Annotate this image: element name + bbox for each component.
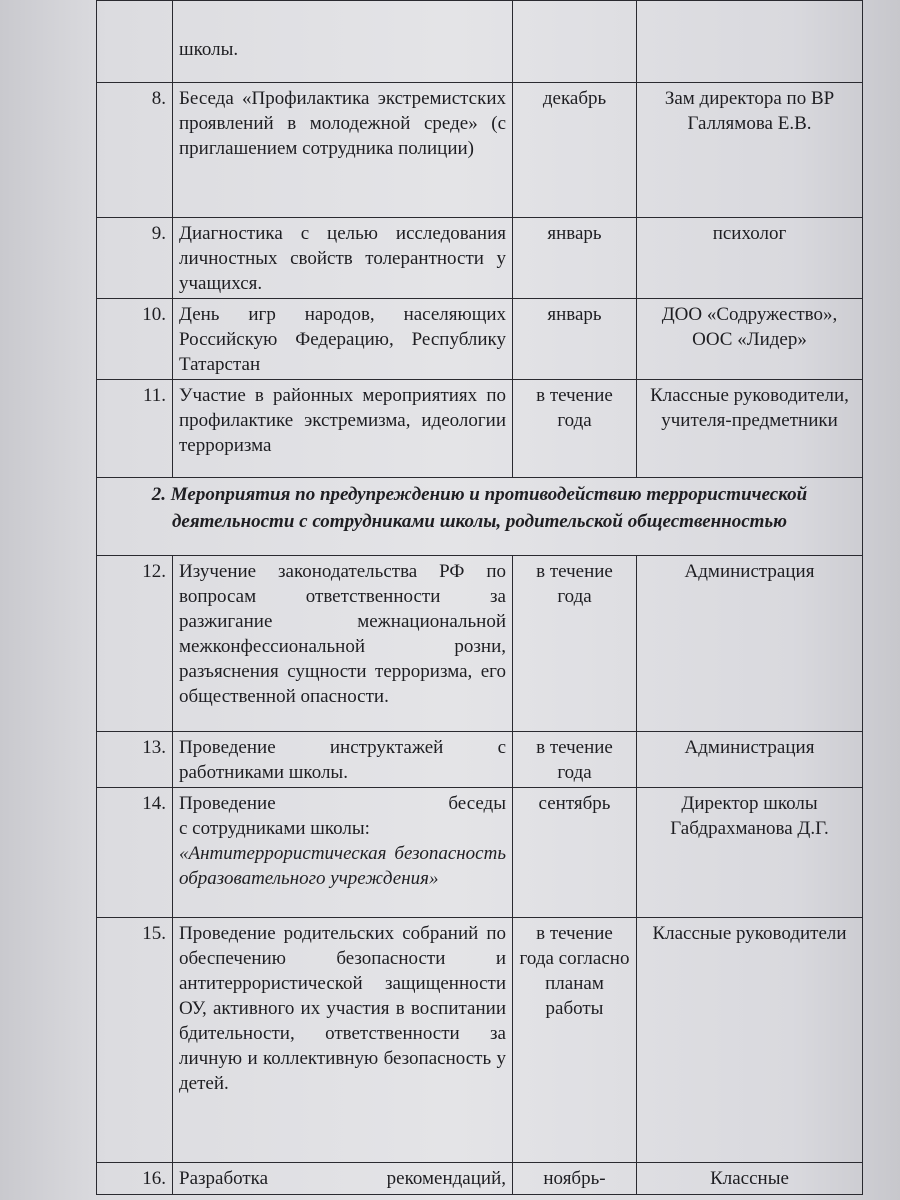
responsible-cell: Зам директора по ВР Галлямова Е.В. (637, 83, 863, 218)
row-number (97, 1, 173, 83)
row-number: 16. (97, 1163, 173, 1195)
section-heading-row (97, 478, 863, 556)
term-cell (513, 1, 637, 83)
activity-italic: «Антитеррористическая безопасность образовательного учреждения» (179, 843, 506, 889)
activity-cell: Разработка рекомендаций, (173, 1163, 513, 1195)
activity-cell: День игр народов, населяющих Российскую Федерацию, Республику Татарстан (173, 299, 513, 380)
table-row (97, 1, 863, 83)
row-number: 9. (97, 218, 173, 299)
row-number: 15. (97, 918, 173, 1163)
activity-cell: Проведение инструктажей с работниками школы. (173, 732, 513, 788)
activity-cell: школы. (173, 1, 513, 83)
term-cell: январь (513, 299, 637, 380)
row-number: 14. (97, 788, 173, 918)
activity-cell: Беседа «Профилактика экстремистских проявлений в молодежной среде» (с приглашением сотрудника полиции) (173, 83, 513, 218)
section-heading: 2. Мероприятия по предупреждению и противодействию террористической деятельности с сотрудниками школы, родительской общественностью (97, 478, 863, 556)
activity-plan-table (96, 0, 863, 1195)
activity-cell (173, 788, 513, 918)
row-number: 10. (97, 299, 173, 380)
activity-cell: Диагностика с целью исследования личностных свойств толерантности у учащихся. (173, 218, 513, 299)
responsible-cell: Администрация (637, 556, 863, 732)
table-row (97, 380, 863, 478)
table-row (97, 556, 863, 732)
activity-line: с сотрудниками школы: (179, 818, 370, 839)
table-row (97, 788, 863, 918)
activity-cell: Изучение законодательства РФ по вопросам ответственности за разжигание межнациональной межконфессиональной розни, разъяснения сущности терроризма, его общественной опасности. (173, 556, 513, 732)
table-row (97, 732, 863, 788)
term-cell: в течение года согласно планам работы (513, 918, 637, 1163)
table-row (97, 299, 863, 380)
row-number: 13. (97, 732, 173, 788)
term-cell: сентябрь (513, 788, 637, 918)
term-cell: в течение года (513, 556, 637, 732)
responsible-cell (637, 1, 863, 83)
table-row (97, 1163, 863, 1195)
responsible-cell: психолог (637, 218, 863, 299)
activity-cell: Проведение родительских собраний по обеспечению безопасности и антитеррористической защищенности ОУ, активного их участия в воспитании бдительности, ответственности за личную и коллективную безопасность у детей. (173, 918, 513, 1163)
term-cell: в течение года (513, 732, 637, 788)
activity-line: Проведение беседы (179, 793, 506, 814)
activity-cell: Участие в районных мероприятиях по профилактике экстремизма, идеологии терроризма (173, 380, 513, 478)
responsible-cell: ДОО «Содружество», ООС «Лидер» (637, 299, 863, 380)
responsible-cell: Администрация (637, 732, 863, 788)
term-cell: январь (513, 218, 637, 299)
row-number: 11. (97, 380, 173, 478)
responsible-cell: Классные (637, 1163, 863, 1195)
table-row (97, 918, 863, 1163)
term-cell: декабрь (513, 83, 637, 218)
table-row (97, 83, 863, 218)
table-row (97, 218, 863, 299)
row-number: 8. (97, 83, 173, 218)
responsible-cell: Классные руководители, учителя-предметники (637, 380, 863, 478)
responsible-cell: Директор школы Габдрахманова Д.Г. (637, 788, 863, 918)
row-number: 12. (97, 556, 173, 732)
term-cell: ноябрь- (513, 1163, 637, 1195)
term-cell: в течение года (513, 380, 637, 478)
responsible-cell: Классные руководители (637, 918, 863, 1163)
